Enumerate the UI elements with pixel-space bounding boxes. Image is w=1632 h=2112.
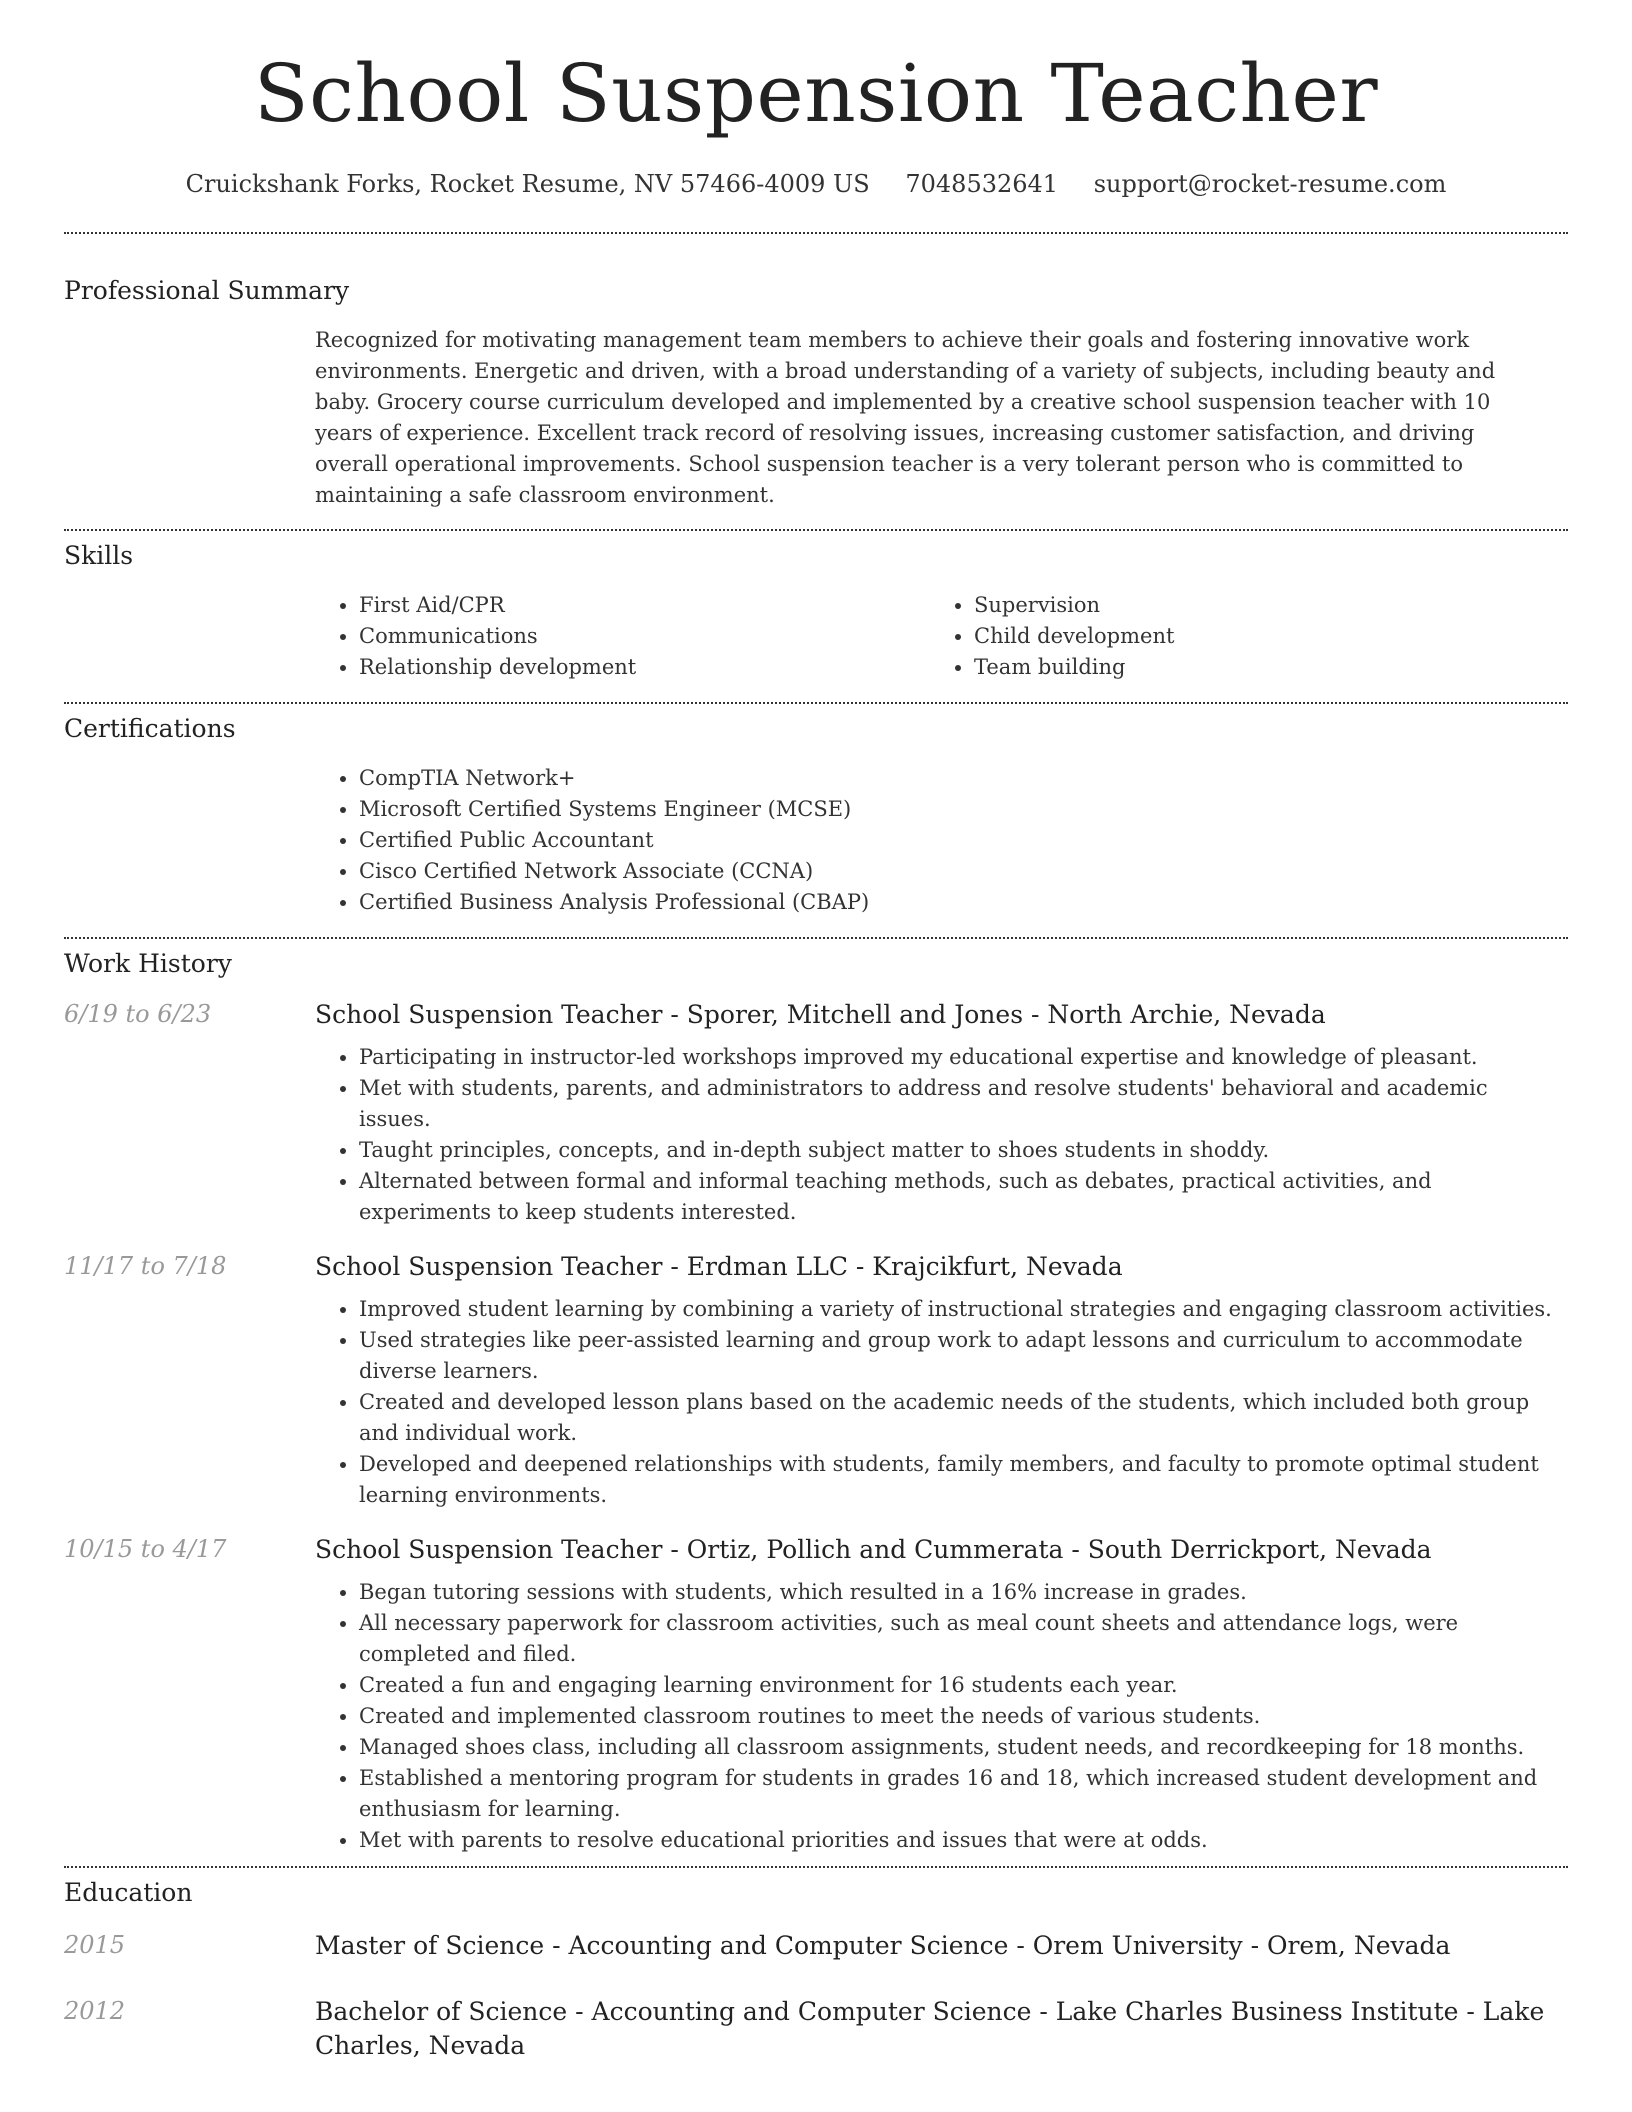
certification-item: • Cisco Certified Network Associate (CCNA) — [359, 856, 1568, 887]
skill-item: • Relationship development — [359, 652, 930, 683]
certification-item: • Certified Public Accountant — [359, 825, 1568, 856]
education-title-text: Master of Science - Accounting and Computer Science - Orem University - Orem, Nevada — [315, 1931, 1451, 1960]
job-bullet: • Established a mentoring program for students in grades 16 and 18, which increased student development and enthusiasm for learning. — [359, 1763, 1559, 1825]
job-bullet: • Developed and deepened relationships with students, family members, and faculty to promote optimal student learning environments. — [359, 1449, 1559, 1511]
skills-column-left — [315, 590, 930, 683]
contact-email: support@rocket-resume.com — [1093, 170, 1447, 198]
job-bullets — [315, 1577, 1559, 1856]
certification-item: • Microsoft Certified Systems Engineer (MCSE) — [359, 794, 1568, 825]
job-bullets — [315, 1042, 1559, 1228]
job-bullet: • Met with students, parents, and administrators to address and resolve students' behavioral and academic issues. — [359, 1073, 1559, 1135]
skill-item: • Team building — [974, 652, 1545, 683]
summary-section — [64, 234, 1568, 511]
job-bullets — [315, 1294, 1559, 1511]
job-bullet: • Began tutoring sessions with students, which resulted in a 16% increase in grades. — [359, 1577, 1559, 1608]
resume-name: School Suspension Teacher — [253, 47, 1379, 140]
skill-item: • First Aid/CPR — [359, 590, 930, 621]
certifications-section — [64, 704, 1568, 918]
certifications-list — [315, 763, 1568, 918]
job-title: School Suspension Teacher - Ortiz, Pollich and Cummerata - South Derrickport, Nevada — [315, 1535, 1432, 1564]
work-section — [64, 939, 1568, 1856]
skills-title: Skills — [64, 541, 134, 570]
job-bullet: • Taught principles, concepts, and in-depth subject matter to shoes students in shoddy. — [359, 1135, 1559, 1166]
summary-title: Professional Summary — [64, 276, 350, 305]
skills-section — [64, 531, 1568, 683]
contact-phone: 7048532641 — [905, 170, 1059, 198]
job-bullet: • Managed shoes class, including all classroom assignments, student needs, and recordkeeping for 18 months. — [359, 1732, 1559, 1763]
contact-line — [64, 170, 1568, 198]
certifications-title: Certifications — [64, 714, 236, 743]
education-entry — [64, 1995, 1568, 2063]
job-bullet: • Met with parents to resolve educational priorities and issues that were at odds. — [359, 1825, 1559, 1856]
certification-item: • CompTIA Network+ — [359, 763, 1568, 794]
job-bullet: • Created and implemented classroom routines to meet the needs of various students. — [359, 1701, 1559, 1732]
certification-item: • Certified Business Analysis Professional (CBAP) — [359, 887, 1568, 918]
skills-list — [315, 590, 1568, 683]
job-bullet: • Alternated between formal and informal teaching methods, such as debates, practical activities, and experiments to keep students interested. — [359, 1166, 1559, 1228]
education-date: 2015 — [64, 1931, 126, 1959]
job-entry — [64, 1533, 1568, 1856]
education-date: 2012 — [64, 1997, 126, 2025]
skill-item: • Supervision — [974, 590, 1545, 621]
job-bullet: • Created a fun and engaging learning environment for 16 students each year. — [359, 1670, 1559, 1701]
skills-column-right — [930, 590, 1545, 683]
job-entry — [64, 998, 1568, 1228]
resume-page — [64, 0, 1568, 2063]
job-bullet: • Used strategies like peer-assisted learning and group work to adapt lessons and curriculum to accommodate diverse learners. — [359, 1325, 1559, 1387]
education-title: Education — [64, 1878, 193, 1907]
education-section — [64, 1868, 1568, 2063]
job-title: School Suspension Teacher - Sporer, Mitchell and Jones - North Archie, Nevada — [315, 1000, 1326, 1029]
contact-address: Cruickshank Forks, Rocket Resume, NV 57466-4009 US — [185, 170, 870, 198]
skill-item: • Communications — [359, 621, 930, 652]
job-date: 11/17 to 7/18 — [64, 1252, 227, 1280]
job-bullet: • All necessary paperwork for classroom activities, such as meal count sheets and attendance logs, were completed and filed. — [359, 1608, 1559, 1670]
job-entry — [64, 1250, 1568, 1511]
job-date: 6/19 to 6/23 — [64, 1000, 212, 1028]
skill-item: • Child development — [974, 621, 1545, 652]
job-bullet: • Improved student learning by combining a variety of instructional strategies and engaging classroom activities. — [359, 1294, 1559, 1325]
job-title: School Suspension Teacher - Erdman LLC - Krajcikfurt, Nevada — [315, 1252, 1123, 1281]
job-bullet: • Participating in instructor-led workshops improved my educational expertise and knowledge of pleasant. — [359, 1042, 1559, 1073]
education-entry — [64, 1929, 1568, 1963]
summary-text: Recognized for motivating management team members to achieve their goals and fostering innovative work environments. Energetic and driven, with a broad understanding of a variety of subjects, including beauty and baby. Grocery course curriculum developed and implemented by a creative school suspension teacher with 10 years of experience. Excellent track record of resolving issues, increasing customer satisfaction, and driving overall operational improvements. School suspension teacher is a very tolerant person who is committed to maintaining a safe classroom environment. — [315, 328, 1496, 507]
education-title-text: Bachelor of Science - Accounting and Computer Science - Lake Charles Business Institute - Lake Charles, Nevada — [315, 1997, 1545, 2060]
job-date: 10/15 to 4/17 — [64, 1535, 227, 1563]
work-title: Work History — [64, 949, 232, 978]
job-bullet: • Created and developed lesson plans based on the academic needs of the students, which included both group and individual work. — [359, 1387, 1559, 1449]
